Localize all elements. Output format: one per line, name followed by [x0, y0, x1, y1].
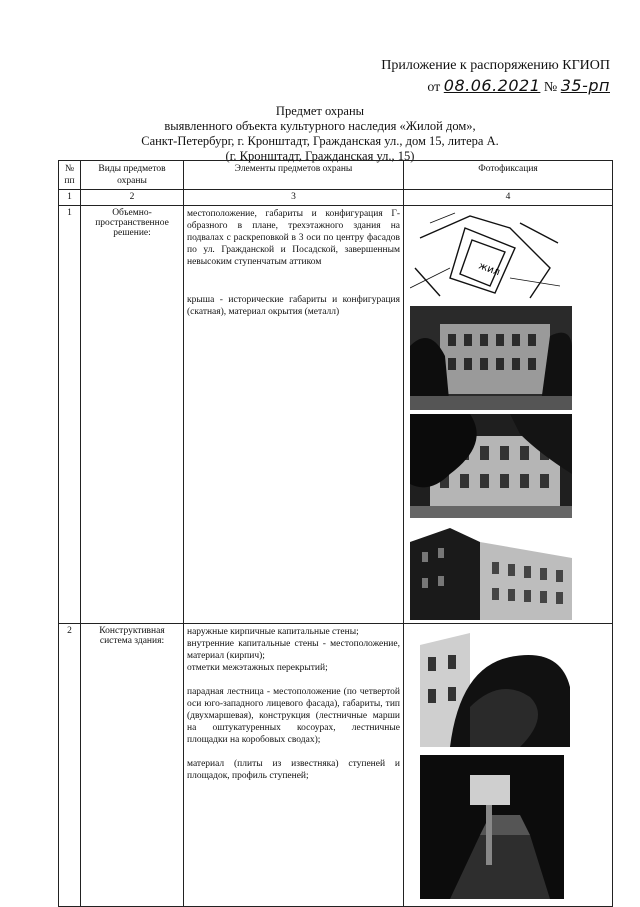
- facade-photo: [410, 522, 572, 620]
- facade-photo: [410, 414, 572, 518]
- site-plan-image: [410, 208, 560, 300]
- col-number-3: 3: [184, 190, 404, 206]
- element-text: местоположение, габариты и конфигурация Г-образного в плане, трехэтажного здания на подвалах с раскреповкой в 3 оси по центру фасадов по ул. Гражданской и Посадской, завершенным невысоким ступенчатым аттиком: [187, 209, 400, 267]
- title-line-2: выявленного объекта культурного наследия «Жилой дом»,: [164, 119, 476, 133]
- element-text: внутренние капитальные стены - местоположение, материал (кирпич);: [187, 639, 400, 661]
- title-line-1: Предмет охраны: [275, 104, 365, 118]
- appendix-number: 35-рп: [560, 76, 610, 95]
- row-number: 1: [59, 206, 81, 624]
- row-kind: Конструктивная система здания:: [81, 624, 184, 907]
- building-photo: [410, 627, 570, 747]
- row-photos: [404, 206, 613, 624]
- table-header-row: [59, 161, 613, 190]
- appendix-date-line: [381, 76, 610, 98]
- row-elements: [184, 206, 404, 624]
- header-elements: Элементы предметов охраны: [184, 161, 404, 190]
- table-row: [59, 206, 613, 624]
- row-photos: [404, 624, 613, 907]
- appendix-line: Приложение к распоряжению КГИОП: [381, 58, 610, 73]
- title-line-3: Санкт-Петербург, г. Кронштадт, Гражданская ул., дом 15, литера А.: [141, 134, 499, 148]
- row-number: 2: [59, 624, 81, 907]
- staircase-photo: [420, 755, 564, 899]
- table-row: [59, 624, 613, 907]
- row-elements: [184, 624, 404, 907]
- appendix-date: 08.06.2021: [443, 76, 541, 95]
- facade-photo: [410, 306, 572, 410]
- appendix-no-label: №: [543, 80, 558, 95]
- element-text: материал (плиты из известняка) ступеней и площадок, профиль ступеней;: [187, 759, 400, 781]
- header-kind: Виды предметов охраны: [81, 161, 184, 190]
- appendix-block: [381, 56, 610, 98]
- header-number: № пп: [59, 161, 81, 190]
- row-kind: Объемно-пространственное решение:: [81, 206, 184, 624]
- element-text: наружные кирпичные капитальные стены;: [187, 627, 359, 637]
- protection-table: [58, 160, 613, 907]
- col-number-2: 2: [81, 190, 184, 206]
- plan-label: жил: [476, 260, 502, 279]
- element-text: парадная лестница - местоположение (по четвертой оси юго-западного лицевого фасада), габариты, тип (двухмаршевая), конструкция (лестничные марши на оштукатуренных косоурах, лестничные площадки на коробовых сводах);: [187, 687, 400, 745]
- column-number-row: [59, 190, 613, 206]
- col-number-4: 4: [404, 190, 613, 206]
- element-text: отметки межэтажных перекрытий;: [187, 663, 328, 673]
- element-text: крыша - исторические габариты и конфигурация (скатная), материал окрытия (металл): [187, 295, 400, 317]
- col-number-1: 1: [59, 190, 81, 206]
- header-photos: Фотофиксация: [404, 161, 613, 190]
- title-line-4: (г. Кронштадт, Гражданская ул., 15): [225, 149, 415, 163]
- appendix-from-label: от: [427, 80, 441, 95]
- document-title: [0, 104, 640, 164]
